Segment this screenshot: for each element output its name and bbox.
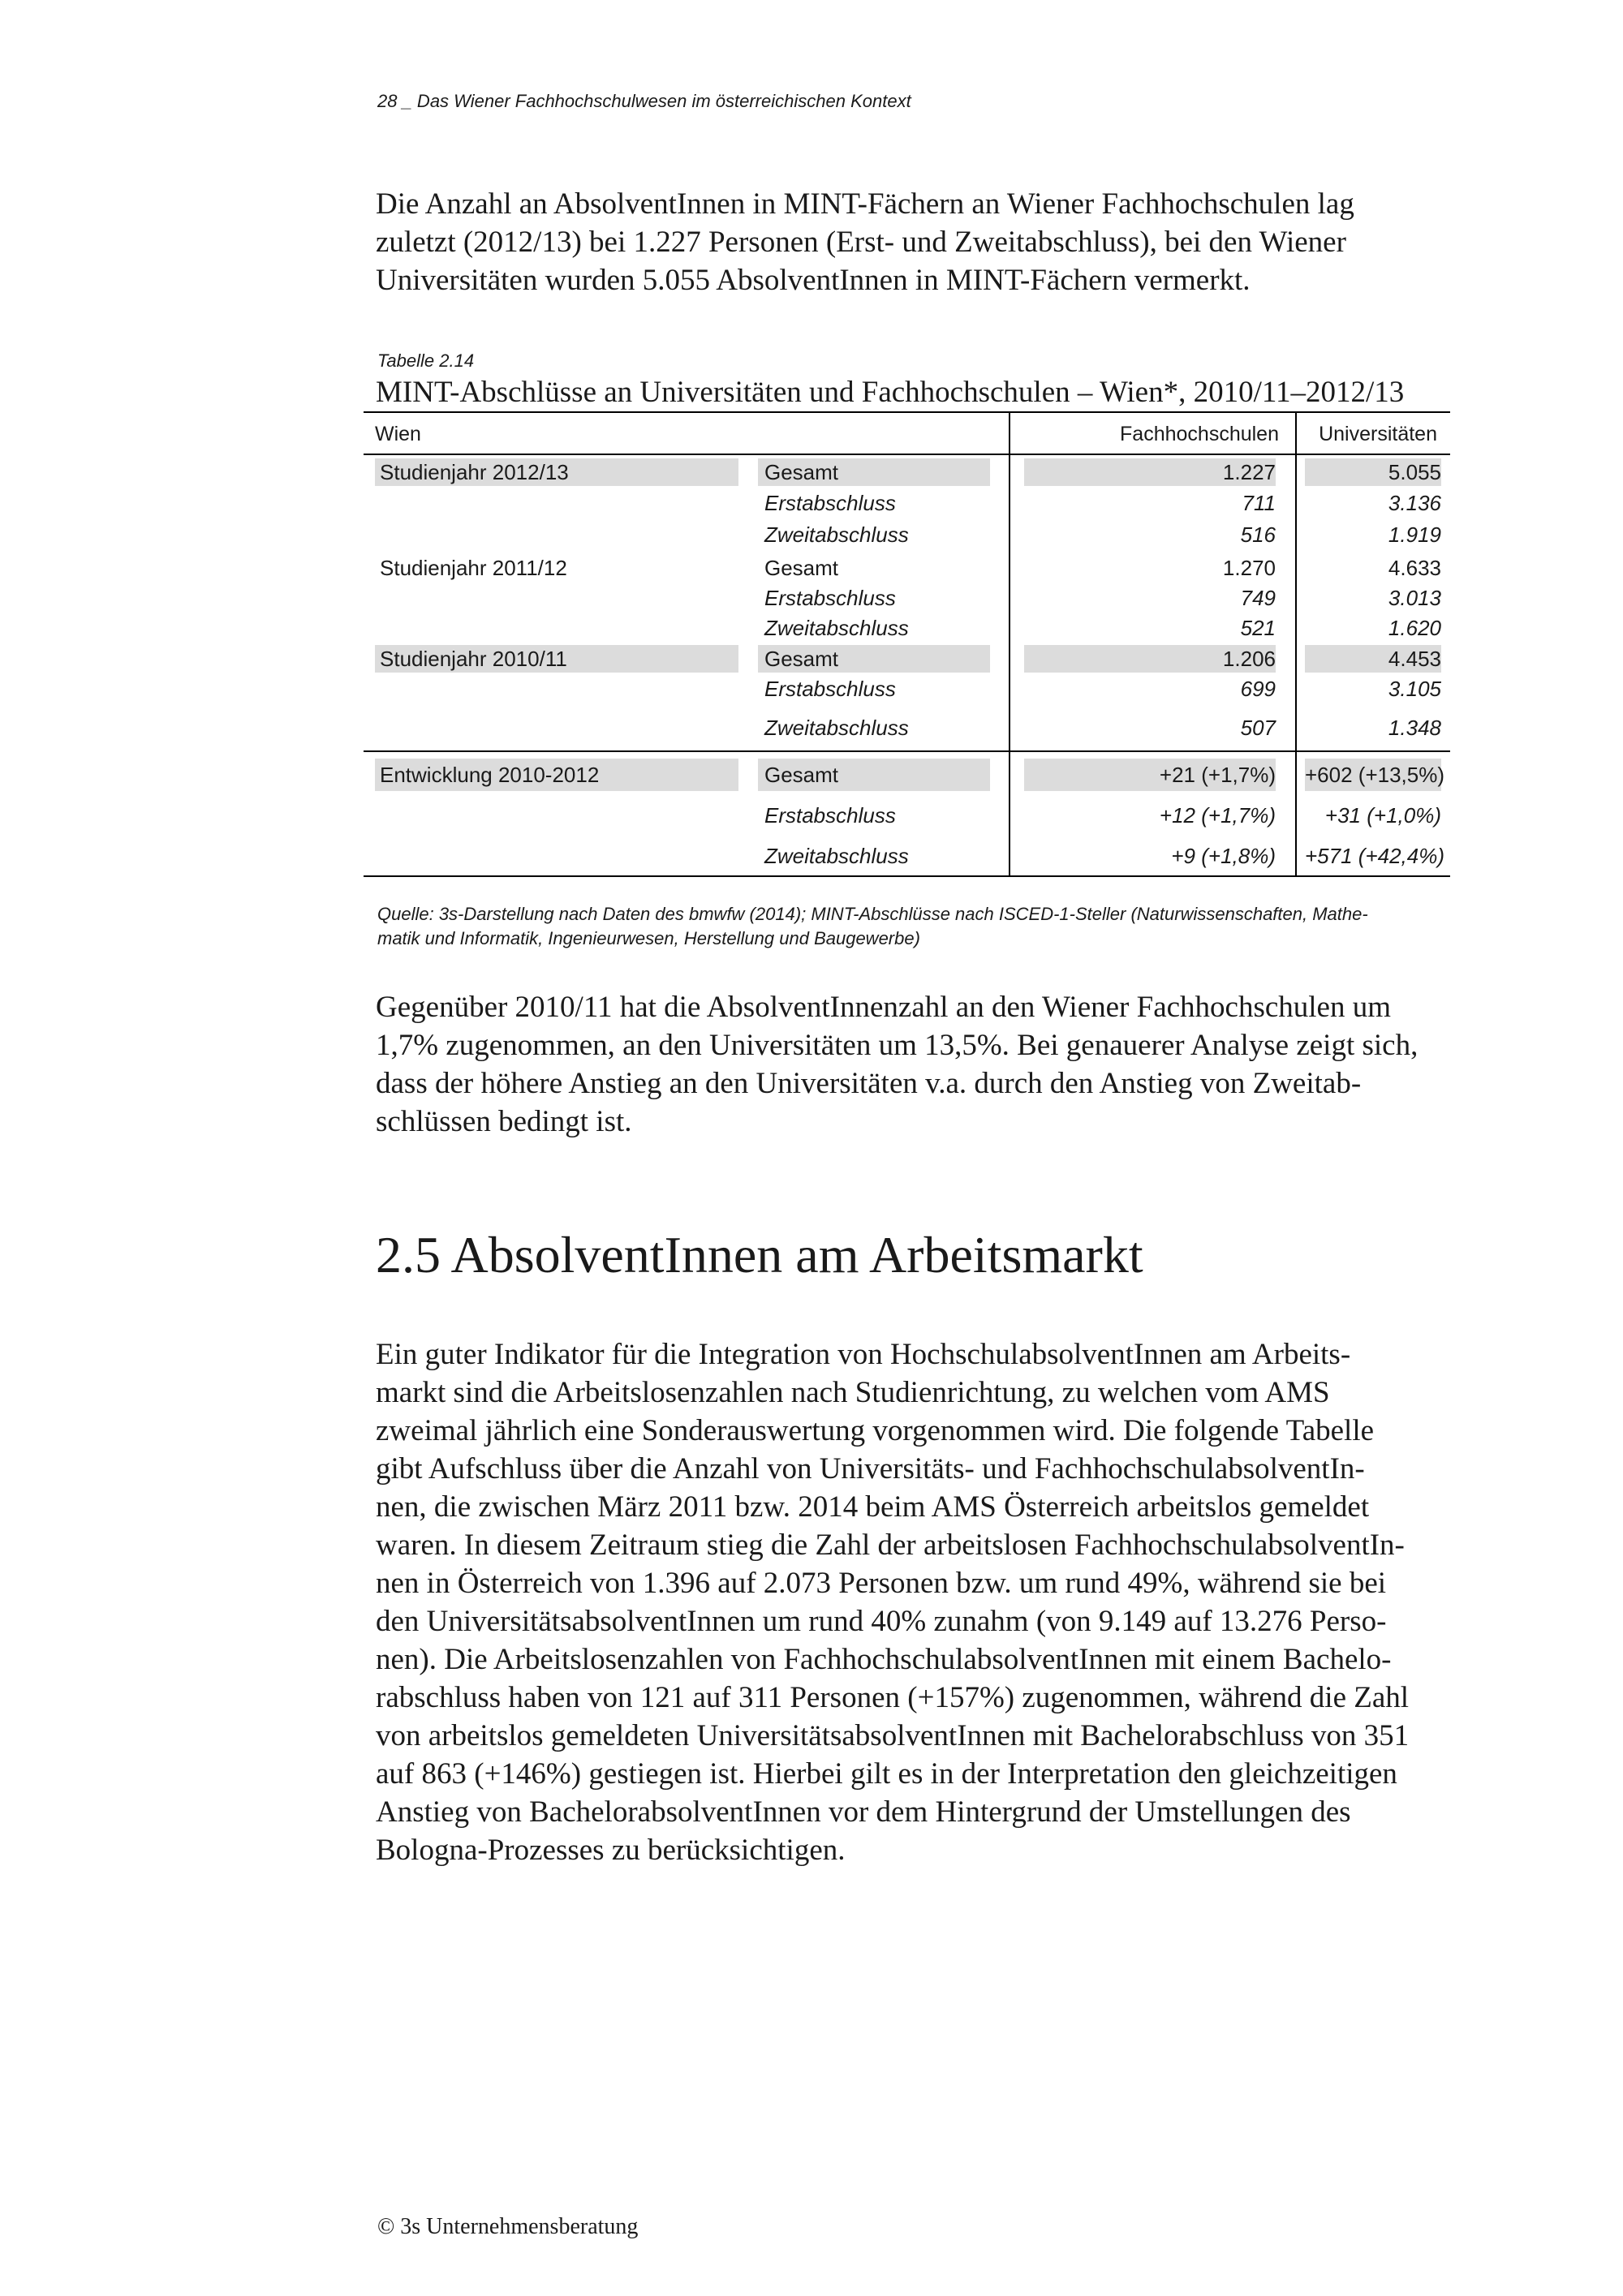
text-line: Universitäten wurden 5.055 AbsolventInnen in MINT-Fächern vermerkt. — [376, 264, 1251, 297]
header-universitaeten: Universitäten — [1319, 423, 1437, 445]
row-type: Gesamt — [758, 458, 990, 486]
uni-value: 3.136 — [1388, 491, 1441, 515]
uni-value: 4.453 — [1305, 645, 1441, 673]
fh-value: 711 — [1242, 491, 1276, 515]
text-line: gibt Aufschluss über die Anzahl von Universitäts- und FachhochschulabsolventIn- — [376, 1452, 1365, 1486]
table-header-rule — [364, 454, 1450, 455]
group-label: Studienjahr 2010/11 — [375, 645, 738, 673]
uni-value: 1.620 — [1388, 616, 1441, 640]
row-type: Erstabschluss — [764, 586, 896, 610]
row-type: Erstabschluss — [764, 677, 896, 701]
text-line: nen in Österreich von 1.396 auf 2.073 Personen bzw. um rund 49%, während sie bei — [376, 1567, 1387, 1600]
table-top-rule — [364, 411, 1450, 413]
fh-value: 521 — [1240, 616, 1276, 640]
header-wien: Wien — [375, 423, 421, 445]
intro-paragraph — [376, 185, 1455, 299]
row-type: Gesamt — [764, 556, 839, 580]
text-line: zweimal jährlich eine Sonderauswertung vorgenommen wird. Die folgende Tabelle — [376, 1414, 1375, 1447]
row-type: Zweitabschluss — [764, 716, 909, 740]
fh-value: 699 — [1240, 677, 1276, 701]
text-line: nen). Die Arbeitslosenzahlen von FachhochschulabsolventInnen mit einem Bachelo- — [376, 1643, 1392, 1676]
text-line: 1,7% zugenommen, an den Universitäten um 13,5%. Bei genauerer Analyse zeigt sich, — [376, 1029, 1419, 1062]
text-line: von arbeitslos gemeldeten UniversitätsabsolventInnen mit Bachelorabschluss von 351 — [376, 1719, 1410, 1752]
text-line: rabschluss haben von 121 auf 311 Personen (+157%) zugenommen, während die Zahl — [376, 1681, 1410, 1714]
group-label: Entwicklung 2010-2012 — [375, 759, 738, 791]
text-line: Die Anzahl an AbsolventInnen in MINT-Fächern an Wiener Fachhochschulen lag — [376, 187, 1354, 221]
text-line: Gegenüber 2010/11 hat die AbsolventInnenzahl an den Wiener Fachhochschulen um — [376, 991, 1392, 1024]
text-line: Bologna-Prozesses zu berücksichtigen. — [376, 1834, 846, 1867]
table-label: Tabelle 2.14 — [377, 350, 475, 371]
uni-value: 5.055 — [1305, 458, 1441, 486]
header-fachhochschulen: Fachhochschulen — [1120, 423, 1279, 445]
text-line: markt sind die Arbeitslosenzahlen nach Studienrichtung, zu welchen vom AMS — [376, 1376, 1330, 1409]
uni-value: 1.919 — [1388, 522, 1441, 547]
text-line: waren. In diesem Zeitraum stieg die Zahl der arbeitslosen FachhochschulabsolventIn- — [376, 1529, 1405, 1562]
fh-value: 1.206 — [1024, 645, 1276, 673]
uni-value: +602 (+13,5%) — [1305, 759, 1441, 791]
uni-value: 1.348 — [1388, 716, 1441, 740]
text-line: Ein guter Indikator für die Integration von HochschulabsolventInnen am Arbeits- — [376, 1338, 1351, 1371]
source-line: matik und Informatik, Ingenieurwesen, Herstellung und Baugewerbe) — [377, 928, 920, 948]
fh-value: 1.270 — [1222, 556, 1276, 580]
text-line: zuletzt (2012/13) bei 1.227 Personen (Erst- und Zweitabschluss), bei den Wiener — [376, 226, 1346, 259]
row-type: Gesamt — [758, 645, 990, 673]
text-line: auf 863 (+146%) gestiegen ist. Hierbei gilt es in der Interpretation den gleichzeitigen — [376, 1757, 1397, 1791]
row-type: Gesamt — [758, 759, 990, 791]
table-bottom-rule — [364, 875, 1450, 877]
fh-value: 1.227 — [1024, 458, 1276, 486]
uni-value: 4.633 — [1388, 556, 1441, 580]
text-line: schlüssen bedingt ist. — [376, 1105, 632, 1138]
row-type: Zweitabschluss — [764, 522, 909, 547]
group-separator — [364, 750, 1450, 752]
row-type: Erstabschluss — [764, 491, 896, 515]
group-label: Studienjahr 2011/12 — [380, 556, 567, 580]
text-line: dass der höhere Anstieg an den Universitäten v.a. durch den Anstieg von Zweitab- — [376, 1067, 1362, 1100]
fh-value: +12 (+1,7%) — [1159, 803, 1276, 828]
fh-value: 516 — [1240, 522, 1276, 547]
fh-value: +21 (+1,7%) — [1024, 759, 1276, 791]
text-line: den UniversitätsabsolventInnen um rund 40% zunahm (von 9.149 auf 13.276 Perso- — [376, 1605, 1387, 1638]
row-type: Zweitabschluss — [764, 844, 909, 868]
section-title: 2.5 AbsolventInnen am Arbeitsmarkt — [376, 1226, 1143, 1283]
table-title: MINT-Abschlüsse an Universitäten und Fachhochschulen – Wien*, 2010/11–2012/13 — [376, 376, 1405, 409]
uni-value: +571 (+42,4%) — [1305, 844, 1445, 868]
analysis-paragraph — [376, 988, 1455, 1141]
text-line: nen, die zwischen März 2011 bzw. 2014 beim AMS Österreich arbeitslos gemeldet — [376, 1490, 1370, 1524]
uni-value: 3.013 — [1388, 586, 1441, 610]
uni-value: 3.105 — [1388, 677, 1441, 701]
row-type: Zweitabschluss — [764, 616, 909, 640]
group-label: Studienjahr 2012/13 — [375, 458, 738, 486]
uni-value: +31 (+1,0%) — [1324, 803, 1441, 828]
running-head: 28 _ Das Wiener Fachhochschulwesen im österreichischen Kontext — [377, 91, 911, 111]
mint-table — [364, 411, 1450, 877]
page-footer: © 3s Unternehmensberatung — [377, 2214, 639, 2239]
fh-value: 749 — [1240, 586, 1276, 610]
source-line: Quelle: 3s-Darstellung nach Daten des bmwfw (2014); MINT-Abschlüsse nach ISCED-1-Steller (Naturwissenschaften, Mathe- — [377, 904, 1368, 924]
fh-value: 507 — [1240, 716, 1276, 740]
table-column-divider — [1295, 411, 1297, 877]
table-source — [377, 902, 1457, 951]
fh-value: +9 (+1,8%) — [1171, 844, 1276, 868]
text-line: Anstieg von BachelorabsolventInnen vor dem Hintergrund der Umstellungen des — [376, 1795, 1351, 1829]
table-column-divider — [1009, 411, 1010, 877]
section-paragraph — [376, 1335, 1455, 1869]
row-type: Erstabschluss — [764, 803, 896, 828]
